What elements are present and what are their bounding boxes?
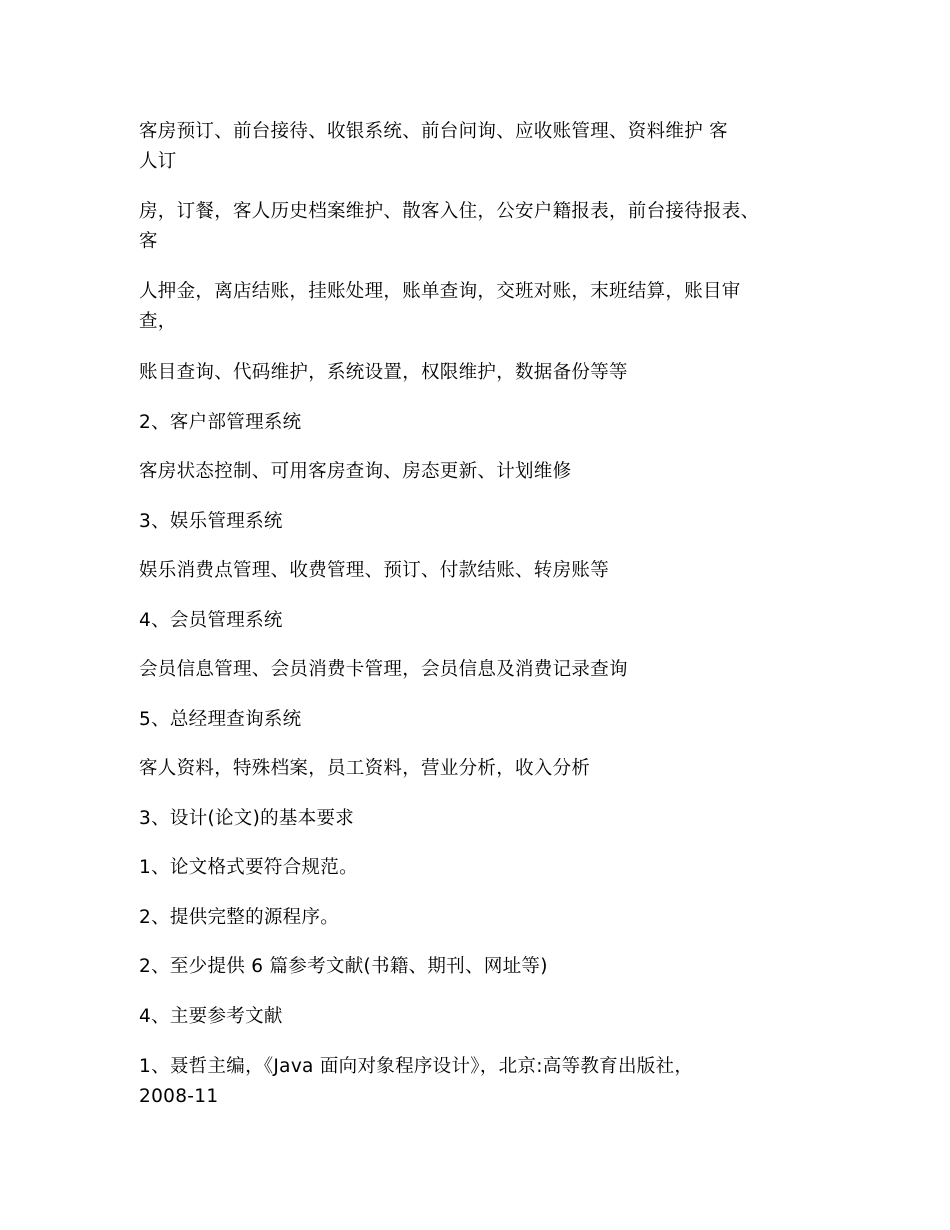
section-heading: 2、客户部管理系统 — [139, 412, 302, 433]
text-line: 人订 — [139, 151, 177, 172]
text-line: 客房预订、前台接待、收银系统、前台问询、应收账管理、资料维护 客 — [139, 121, 728, 142]
section-heading: 4、会员管理系统 — [139, 610, 283, 631]
text-line: 客人资料，特殊档案，员工资料，营业分析，收入分析 — [139, 758, 591, 779]
reference-item: 2008-11 — [139, 1086, 219, 1107]
text-line: 查， — [139, 311, 177, 332]
text-line: 人押金，离店结账，挂账处理，账单查询，交班对账，末班结算，账目审 — [139, 281, 741, 302]
section-heading: 5、总经理查询系统 — [139, 709, 302, 730]
text-line: 娱乐消费点管理、收费管理、预订、付款结账、转房账等 — [139, 560, 610, 581]
section-heading: 3、娱乐管理系统 — [139, 511, 283, 532]
text-line: 客房状态控制、可用客房查询、房态更新、计划维修 — [139, 461, 572, 482]
text-line: 会员信息管理、会员消费卡管理，会员信息及消费记录查询 — [139, 659, 628, 680]
reference-item: 1、聂哲主编，《Java 面向对象程序设计》，北京:高等教育出版社， — [139, 1056, 694, 1077]
list-item: 2、提供完整的源程序。 — [139, 907, 340, 928]
text-line: 房，订餐，客人历史档案维护、散客入住，公安户籍报表，前台接待报表、 — [139, 201, 760, 222]
list-item: 1、论文格式要符合规范。 — [139, 857, 358, 878]
text-line: 账目查询、代码维护，系统设置，权限维护，数据备份等等 — [139, 362, 628, 383]
list-item: 2、至少提供 6 篇参考文献(书籍、期刊、网址等) — [139, 956, 548, 977]
section-heading: 3、设计(论文)的基本要求 — [139, 808, 355, 829]
text-line: 客 — [139, 231, 158, 252]
section-heading: 4、主要参考文献 — [139, 1006, 283, 1027]
